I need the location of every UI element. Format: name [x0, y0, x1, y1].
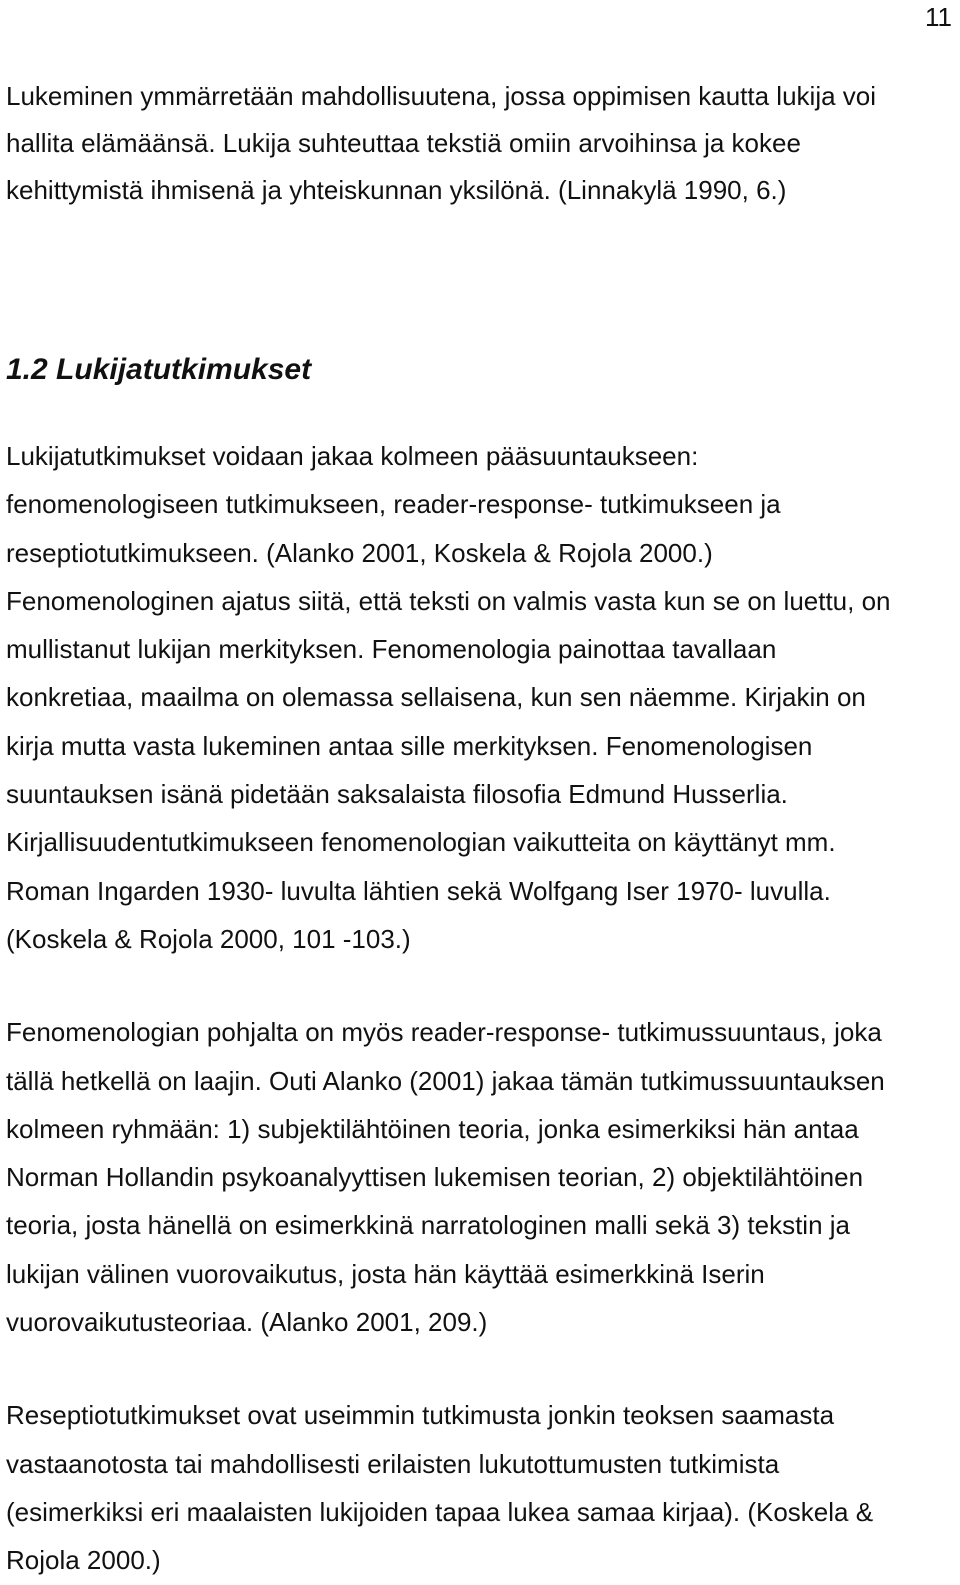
text-line: lukijan välinen vuorovaikutus, josta hän käyttää esimerkkinä Iserin: [6, 1258, 765, 1289]
text-line: teoria, josta hänellä on esimerkkinä narratologinen malli sekä 3) tekstin ja: [6, 1210, 850, 1241]
text-line: Lukijatutkimukset voidaan jakaa kolmeen pääsuuntaukseen:: [6, 441, 699, 471]
text-line: kirja mutta vasta lukeminen antaa sille merkityksen. Fenomenologisen: [6, 730, 813, 761]
text-line: reseptiotutkimukseen. (Alanko 2001, Koskela & Rojola 2000.): [6, 537, 713, 568]
text-line: vastaanotosta tai mahdollisesti erilaisten lukutottumusten tutkimista: [6, 1448, 780, 1479]
text-line: (Koskela & Rojola 2000, 101 -103.): [6, 923, 411, 954]
text-line: Norman Hollandin psykoanalyyttisen lukemisen teorian, 2) objektilähtöinen: [6, 1162, 864, 1193]
paragraph-reseptiotutkimukset: [6, 1391, 951, 1584]
text-line: Rojola 2000.): [6, 1545, 161, 1576]
spacer: [6, 390, 951, 432]
spacer: [6, 214, 951, 350]
page-number: 11: [925, 2, 952, 32]
paragraph-intro: [6, 73, 951, 214]
paragraph-lukijatutkimukset: [6, 432, 951, 963]
paragraph-reader-response: [6, 1008, 951, 1346]
text-line: kehittymistä ihmisenä ja yhteiskunnan yksilönä. (Linnakylä 1990, 6.): [6, 175, 787, 205]
document-body: [6, 73, 951, 1585]
text-line: hallita elämäänsä. Lukija suhteuttaa tekstiä omiin arvoihinsa ja kokee: [6, 128, 801, 158]
text-line: Fenomenologian pohjalta on myös reader-response- tutkimussuuntaus, joka: [6, 1017, 882, 1048]
text-line: suuntauksen isänä pidetään saksalaista filosofia Edmund Husserlia.: [6, 779, 788, 810]
text-line: Roman Ingarden 1930- luvulta lähtien sekä Wolfgang Iser 1970- luvulla.: [6, 875, 831, 906]
text-line: Fenomenologinen ajatus siitä, että teksti on valmis vasta kun se on luettu, on: [6, 585, 891, 616]
text-line: konkretiaa, maailma on olemassa sellaisena, kun sen näemme. Kirjakin on: [6, 682, 866, 713]
text-line: Lukeminen ymmärretään mahdollisuutena, jossa oppimisen kautta lukija voi: [6, 81, 877, 111]
text-line: Reseptiotutkimukset ovat useimmin tutkimusta jonkin teoksen saamasta: [6, 1400, 835, 1431]
text-line: fenomenologiseen tutkimukseen, reader-response- tutkimukseen ja: [6, 489, 781, 520]
text-line: mullistanut lukijan merkityksen. Fenomenologia painottaa tavallaan: [6, 634, 777, 665]
text-line: vuorovaikutusteoriaa. (Alanko 2001, 209.): [6, 1307, 488, 1338]
text-line: tällä hetkellä on laajin. Outi Alanko (2001) jakaa tämän tutkimussuuntauksen: [6, 1065, 885, 1096]
text-line: Kirjallisuudentutkimukseen fenomenologian vaikutteita on käyttänyt mm.: [6, 827, 836, 858]
text-line: kolmeen ryhmään: 1) subjektilähtöinen teoria, jonka esimerkiksi hän antaa: [6, 1113, 859, 1144]
section-heading: 1.2 Lukijatutkimukset: [6, 353, 312, 386]
spacer: [6, 963, 951, 1008]
spacer: [6, 1346, 951, 1391]
text-line: (esimerkiksi eri maalaisten lukijoiden tapaa lukea samaa kirjaa). (Koskela &: [6, 1496, 874, 1527]
